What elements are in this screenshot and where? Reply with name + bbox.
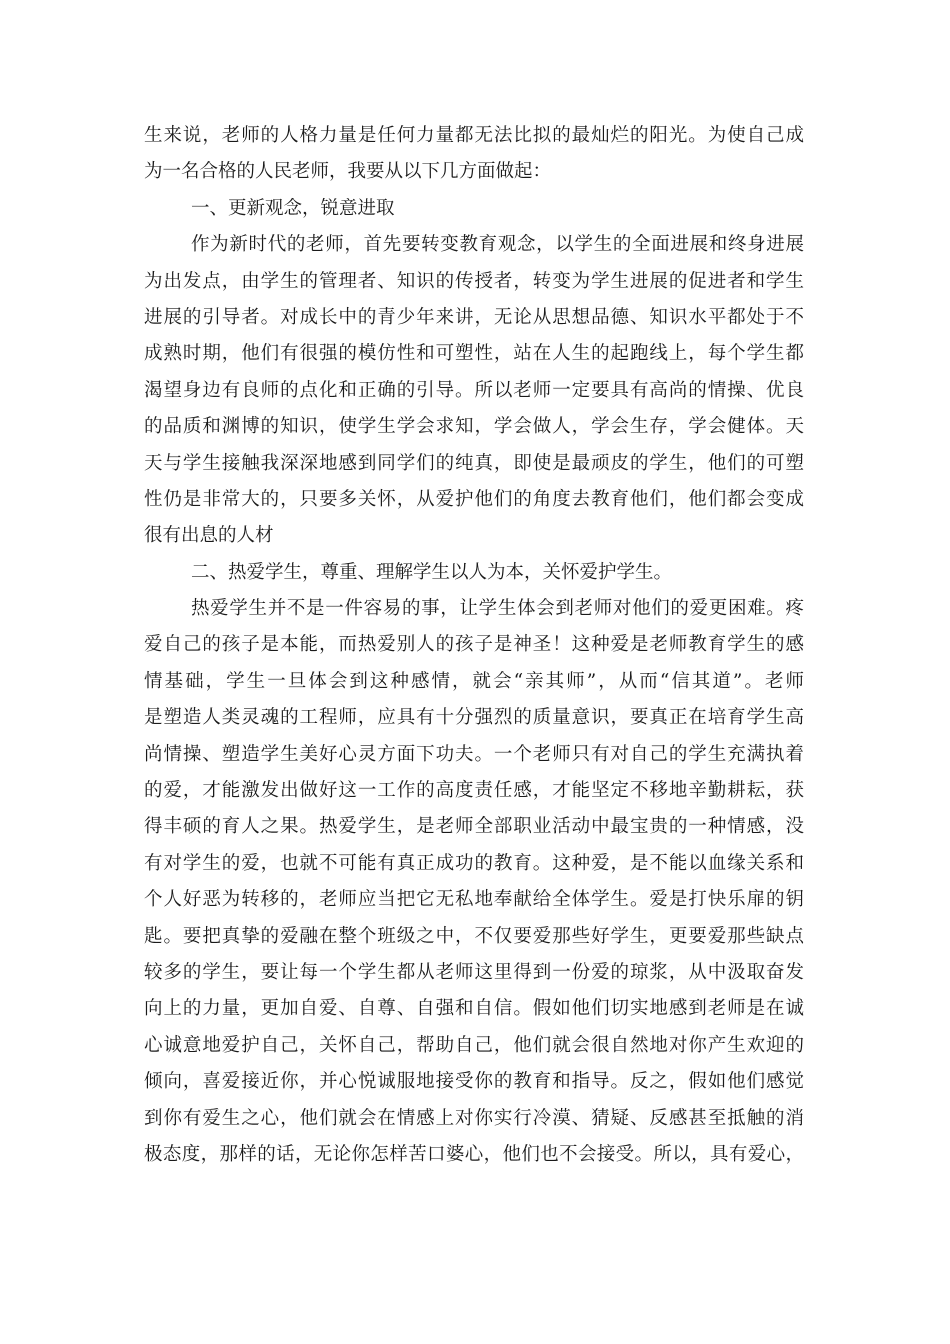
text-line: 得丰硕的育人之果。热爱学生，是老师全部职业活动中最宝贵的一种情感，没 (144, 816, 804, 838)
text-line: 向上的力量，更加自爱、自尊、自强和自信。假如他们切实地感到老师是在诚 (144, 998, 804, 1020)
text-line: 到你有爱生之心，他们就会在情感上对你实行冷漠、猜疑、反感甚至抵触的消 (144, 1107, 804, 1129)
text-line: 渴望身边有良师的点化和正确的引导。所以老师一定要具有高尚的情操、优良 (144, 379, 804, 401)
text-line: 为一名合格的人民老师，我要从以下几方面做起： (144, 161, 552, 183)
text-line: 成熟时期，他们有很强的模仿性和可塑性，站在人生的起跑线上，每个学生都 (144, 343, 804, 365)
text-line: 一、更新观念，锐意进取 (191, 197, 395, 219)
text-line: 有对学生的爱，也就不可能有真正成功的教育。这种爱，是不能以血缘关系和 (144, 852, 804, 874)
text-line: 为出发点，由学生的管理者、知识的传授者，转变为学生进展的促进者和学生 (144, 270, 804, 292)
text-line: 尚情操、塑造学生美好心灵方面下功夫。一个老师只有对自己的学生充满执着 (144, 743, 804, 765)
text-line: 爱自己的孩子是本能，而热爱别人的孩子是神圣！这种爱是老师教育学生的感 (144, 634, 804, 656)
text-line: 生来说，老师的人格力量是任何力量都无法比拟的最灿烂的阳光。为使自己成 (144, 125, 804, 146)
text-line: 个人好恶为转移的，老师应当把它无私地奉献给全体学生。爱是打快乐扉的钥 (144, 889, 804, 911)
text-line: 的品质和渊博的知识，使学生学会求知，学会做人，学会生存，学会健体。天 (144, 416, 804, 438)
text-line: 很有出息的人材 (144, 525, 274, 547)
text-line: 情基础，学生一旦体会到这种感情，就会“亲其师”，从而“信其道”。老师 (144, 670, 804, 692)
text-line: 的爱，才能激发出做好这一工作的高度责任感，才能坚定不移地辛勤耕耘，获 (144, 780, 804, 802)
text-line: 性仍是非常大的，只要多关怀，从爱护他们的角度去教育他们，他们都会变成 (144, 488, 804, 510)
text-line: 天与学生接触我深深地感到同学们的纯真，即使是最顽皮的学生，他们的可塑 (144, 452, 804, 474)
text-line: 心诚意地爱护自己，关怀自己，帮助自己，他们就会很自然地对你产生欢迎的 (144, 1034, 804, 1056)
text-line: 较多的学生，要让每一个学生都从老师这里得到一份爱的琼浆，从中汲取奋发 (144, 961, 804, 983)
text-line: 作为新时代的老师，首先要转变教育观念，以学生的全面进展和终身进展 (191, 234, 804, 256)
text-line: 热爱学生并不是一件容易的事，让学生体会到老师对他们的爱更困难。疼 (191, 598, 804, 620)
text-line: 倾向，喜爱接近你，并心悦诚服地接受你的教育和指导。反之，假如他们感觉 (144, 1071, 804, 1093)
text-line: 极态度，那样的话，无论你怎样苦口婆心，他们也不会接受。所以，具有爱心， (144, 1143, 804, 1165)
text-line: 是塑造人类灵魂的工程师，应具有十分强烈的质量意识，要真正在培育学生高 (144, 707, 804, 729)
text-line: 匙。要把真挚的爱融在整个班级之中，不仅要爱那些好学生，更要爱那些缺点 (144, 925, 804, 947)
document-body (144, 118, 804, 1173)
text-line: 二、热爱学生，尊重、理解学生以人为本，关怀爱护学生。 (191, 561, 673, 583)
text-line: 进展的引导者。对成长中的青少年来讲，无论从思想品德、知识水平都处于不 (144, 306, 804, 328)
